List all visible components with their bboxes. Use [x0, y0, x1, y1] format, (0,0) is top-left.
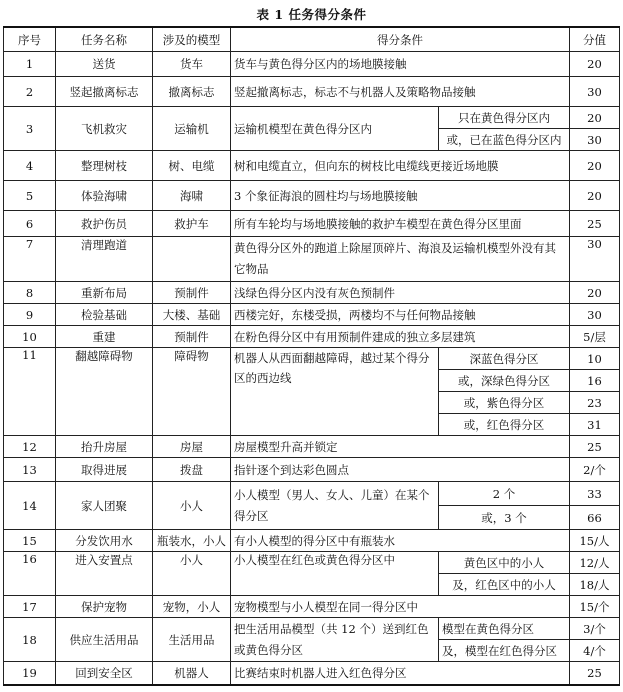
row-score: 25: [570, 662, 620, 686]
row-condition: 指针逐个到达彩色圆点: [231, 458, 570, 482]
row-score: 16: [570, 370, 620, 392]
row-no: 7: [4, 237, 56, 282]
row-model: 撤离标志: [153, 77, 231, 107]
row-condition: 竖起撤离标志，标志不与机器人及策略物品接触: [231, 77, 570, 107]
row-score: 20: [570, 107, 620, 129]
row-no: 9: [4, 304, 56, 326]
row-condition: 3 个象征海浪的圆柱均与场地膜接触: [231, 181, 570, 211]
table-row: [4, 530, 620, 552]
row-no: 5: [4, 181, 56, 211]
row-score: 3/个: [570, 618, 620, 640]
row-sub-condition: 只在黄色得分区内: [439, 107, 570, 129]
table-row: [4, 436, 620, 458]
row-condition: 机器人从西面翻越障碍，越过某个得分区的西边线: [231, 348, 439, 436]
table-row: [4, 662, 620, 686]
table-row: [4, 458, 620, 482]
row-model: 海啸: [153, 181, 231, 211]
row-model: 大楼、基础: [153, 304, 231, 326]
row-name: 救护伤员: [56, 211, 153, 237]
header-no: 序号: [4, 27, 56, 52]
table-row: [4, 237, 620, 282]
row-model: 生活用品: [153, 618, 231, 662]
row-sub-condition: 及，模型在红色得分区: [439, 640, 570, 662]
row-score: 30: [570, 129, 620, 151]
row-no: 12: [4, 436, 56, 458]
row-condition: 树和电缆直立，但向东的树枝比电缆线更接近场地膜: [231, 151, 570, 181]
table-row: [4, 107, 620, 129]
row-name: 体验海啸: [56, 181, 153, 211]
row-condition: 所有车轮均与场地膜接触的救护车模型在黄色得分区里面: [231, 211, 570, 237]
table-header-row: [4, 27, 620, 52]
row-name: 抬升房屋: [56, 436, 153, 458]
table-row: [4, 77, 620, 107]
row-condition: 比赛结束时机器人进入红色得分区: [231, 662, 570, 686]
row-score: 18/人: [570, 574, 620, 596]
header-condition: 得分条件: [231, 27, 570, 52]
header-score: 分值: [570, 27, 620, 52]
row-sub-condition: 黄色区中的小人: [439, 552, 570, 574]
table-row: [4, 304, 620, 326]
row-model: 拨盘: [153, 458, 231, 482]
row-score: 12/人: [570, 552, 620, 574]
row-name: 翻越障碍物: [56, 348, 153, 436]
table-row: [4, 552, 620, 574]
row-score: 33: [570, 482, 620, 506]
row-condition: 运输机模型在黄色得分区内: [231, 107, 439, 151]
row-sub-condition: 及，红色区中的小人: [439, 574, 570, 596]
row-score: 30: [570, 77, 620, 107]
table-caption: 表 1 任务得分条件: [256, 7, 367, 22]
row-score: 15/人: [570, 530, 620, 552]
row-condition: 有小人模型的得分区中有瓶装水: [231, 530, 570, 552]
row-sub-condition: 模型在黄色得分区: [439, 618, 570, 640]
row-name: 回到安全区: [56, 662, 153, 686]
row-condition: 西楼完好，东楼受损，两楼均不与任何物品接触: [231, 304, 570, 326]
row-condition: 浅绿色得分区内没有灰色预制件: [231, 282, 570, 304]
table-row: [4, 282, 620, 304]
table-row: [4, 211, 620, 237]
row-no: 14: [4, 482, 56, 530]
row-no: 1: [4, 52, 56, 77]
row-score: 66: [570, 506, 620, 530]
table-row: [4, 52, 620, 77]
row-condition: 把生活用品模型（共 12 个）送到红色或黄色得分区: [231, 618, 439, 662]
row-no: 3: [4, 107, 56, 151]
row-sub-condition: 或，紫色得分区: [439, 392, 570, 414]
row-model: 救护车: [153, 211, 231, 237]
row-model: 小人: [153, 482, 231, 530]
row-name: 重建: [56, 326, 153, 348]
row-name: 进入安置点: [56, 552, 153, 596]
header-model: 涉及的模型: [153, 27, 231, 52]
row-no: 4: [4, 151, 56, 181]
row-name: 整理树枝: [56, 151, 153, 181]
row-score: 20: [570, 282, 620, 304]
row-condition: 货车与黄色得分区内的场地膜接触: [231, 52, 570, 77]
row-model: 运输机: [153, 107, 231, 151]
row-name: 重新布局: [56, 282, 153, 304]
table-row: [4, 482, 620, 506]
row-no: 2: [4, 77, 56, 107]
row-model: 瓶装水，小人: [153, 530, 231, 552]
row-no: 16: [4, 552, 56, 596]
row-name: 分发饮用水: [56, 530, 153, 552]
row-condition: 在粉色得分区中有用预制件建成的独立多层建筑: [231, 326, 570, 348]
row-no: 10: [4, 326, 56, 348]
row-model: 机器人: [153, 662, 231, 686]
row-condition: 小人模型（男人、女人、儿童）在某个得分区: [231, 482, 439, 530]
row-no: 17: [4, 596, 56, 618]
row-sub-condition: 2 个: [439, 482, 570, 506]
row-model: 障碍物: [153, 348, 231, 436]
row-name: 家人团聚: [56, 482, 153, 530]
row-no: 6: [4, 211, 56, 237]
row-score: 15/个: [570, 596, 620, 618]
row-sub-condition: 或，已在蓝色得分区内: [439, 129, 570, 151]
row-score: 20: [570, 151, 620, 181]
row-model: [153, 237, 231, 282]
row-model: 货车: [153, 52, 231, 77]
row-no: 11: [4, 348, 56, 436]
row-score: 25: [570, 436, 620, 458]
row-model: 树、电缆: [153, 151, 231, 181]
row-name: 取得进展: [56, 458, 153, 482]
row-sub-condition: 深蓝色得分区: [439, 348, 570, 370]
row-sub-condition: 或，深绿色得分区: [439, 370, 570, 392]
row-name: 送货: [56, 52, 153, 77]
row-score: 30: [570, 304, 620, 326]
row-name: 竖起撤离标志: [56, 77, 153, 107]
row-score: 5/层: [570, 326, 620, 348]
row-score: 25: [570, 211, 620, 237]
score-conditions-table: [3, 26, 620, 686]
table-row: [4, 326, 620, 348]
row-score: 23: [570, 392, 620, 414]
row-model: 预制件: [153, 326, 231, 348]
table-row: [4, 151, 620, 181]
row-condition: 宠物模型与小人模型在同一得分区中: [231, 596, 570, 618]
row-sub-condition: 或，红色得分区: [439, 414, 570, 436]
row-name: 清理跑道: [56, 237, 153, 282]
row-model: 预制件: [153, 282, 231, 304]
row-name: 供应生活用品: [56, 618, 153, 662]
table-row: [4, 348, 620, 370]
row-sub-condition: 或，3 个: [439, 506, 570, 530]
table-row: [4, 596, 620, 618]
row-score: 10: [570, 348, 620, 370]
row-score: 30: [570, 237, 620, 282]
row-no: 13: [4, 458, 56, 482]
row-no: 15: [4, 530, 56, 552]
row-no: 18: [4, 618, 56, 662]
row-name: 检验基础: [56, 304, 153, 326]
row-condition: 房屋模型升高并锁定: [231, 436, 570, 458]
row-name: 保护宠物: [56, 596, 153, 618]
row-score: 20: [570, 52, 620, 77]
row-no: 8: [4, 282, 56, 304]
row-model: 小人: [153, 552, 231, 596]
row-condition: 小人模型在红色或黄色得分区中: [231, 552, 439, 596]
row-model: 宠物，小人: [153, 596, 231, 618]
header-name: 任务名称: [56, 27, 153, 52]
table-row: [4, 181, 620, 211]
row-no: 19: [4, 662, 56, 686]
row-name: 飞机救灾: [56, 107, 153, 151]
row-model: 房屋: [153, 436, 231, 458]
row-score: 20: [570, 181, 620, 211]
row-condition: 黄色得分区外的跑道上除屋顶碎片、海浪及运输机模型外没有其它物品: [231, 237, 570, 282]
row-score: 2/个: [570, 458, 620, 482]
row-score: 4/个: [570, 640, 620, 662]
table-row: [4, 618, 620, 640]
row-score: 31: [570, 414, 620, 436]
